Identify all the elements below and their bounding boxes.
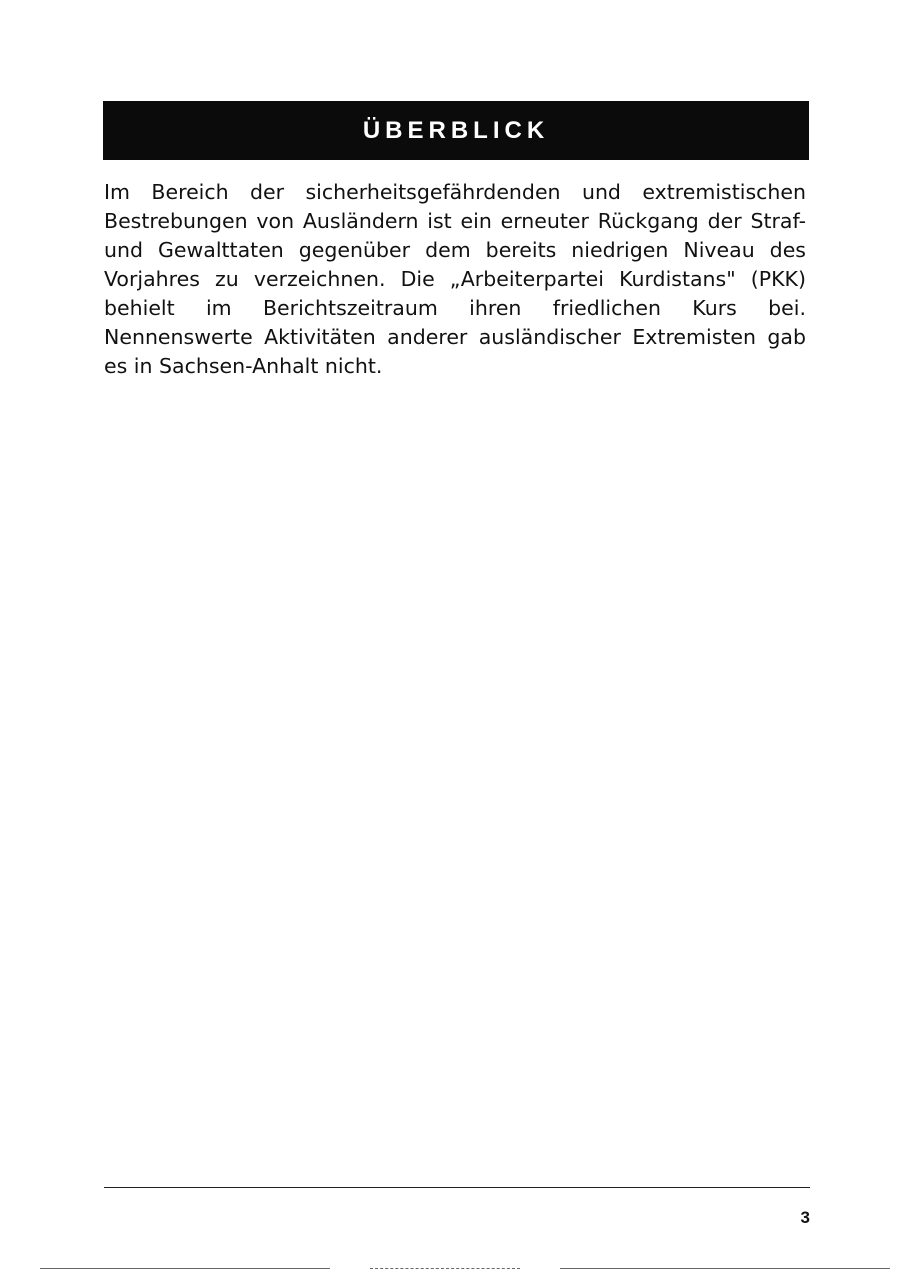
- section-header-bar: [103, 101, 809, 160]
- scan-edge-line: [560, 1268, 890, 1269]
- scan-edge-line: [40, 1268, 330, 1269]
- scan-edge-line: [370, 1268, 520, 1269]
- footer-divider: [104, 1187, 810, 1188]
- page-number: 3: [800, 1208, 810, 1227]
- section-title: ÜBERBLICK: [362, 116, 550, 144]
- body-paragraph: Im Bereich der sicherheitsgefährdenden und extremistischen Bestrebungen von Ausländern ist ein erneuter Rückgang der Straf- und Gewalttaten gegenüber dem bereits niedrigen Niveau des Vorjahres zu verzeichnen. Die „Arbeiterpartei Kurdistans" (PKK) behielt im Berichtszeitraum ihren friedlichen Kurs bei. Nennenswerte Aktivitäten anderer ausländischer Extremisten gab es in Sachsen-Anhalt nicht.: [104, 180, 806, 378]
